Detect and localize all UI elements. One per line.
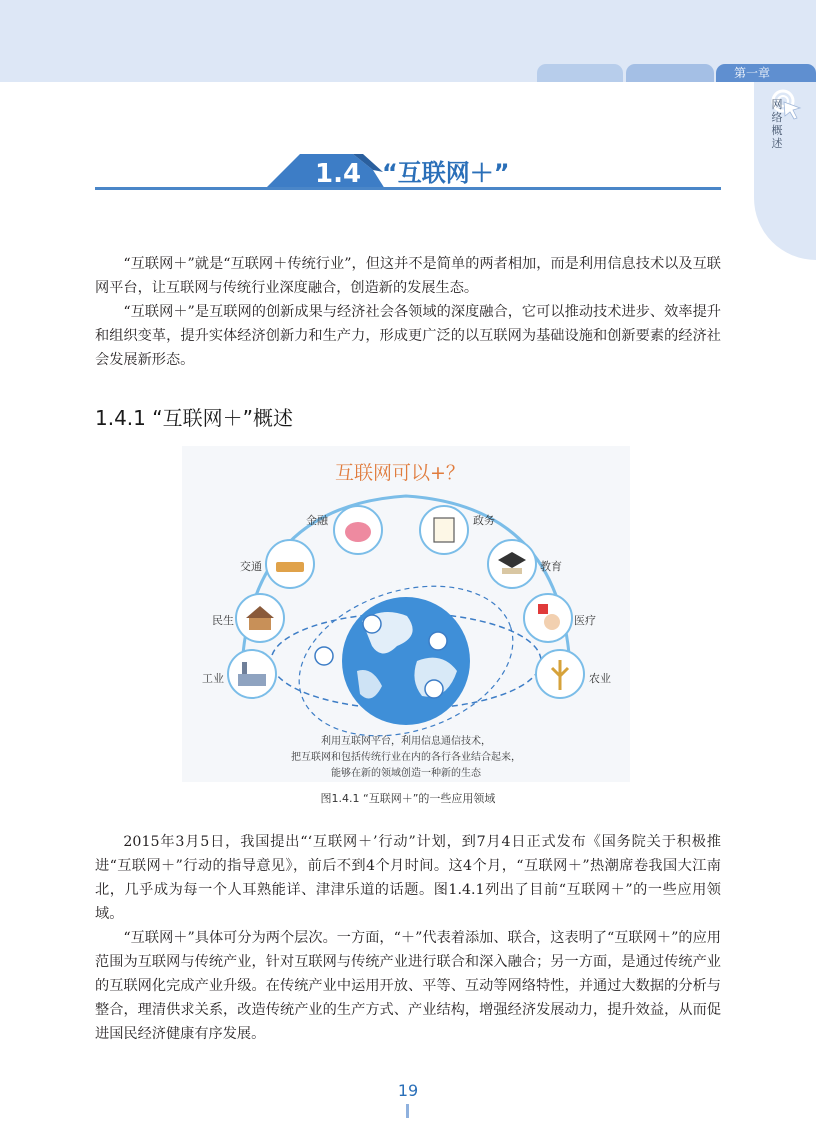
clipboard-icon [420, 506, 468, 554]
body-paragraph-2: “互联网＋”具体可分为两个层次。一方面，“＋”代表着添加、联合，这表明了“互联网＋”的应用范围为互联网与传统产业，针对互联网与传统产业进行联合和深入融合；另一方面，是通过传统产业的互联网化完成产业升级。在传统产业中运用开放、平等、互动等网络特性，并通过大数据的分析与整合，理清供求关系，改造传统产业的生产方式、产业结构，增强经济发展动力，提升效益，从而促进国民经济健康有序发展。 [95, 930, 721, 1042]
node-label-livelihood: 民生 [212, 614, 234, 627]
intro-paragraph-2: “互联网＋”是互联网的创新成果与经济社会各领域的深度融合，它可以推动技术进步、效率提升和组织变革，提升实体经济创新力和生产力，形成更广泛的以互联网为基础设施和创新要素的经济社会发展新形态。 [95, 304, 721, 368]
node-label-agriculture: 农业 [589, 672, 611, 685]
figure-illustration [182, 446, 630, 782]
wheat-icon [536, 650, 584, 698]
figure-inner-caption-line: 把互联网和包括传统行业在内的各行各业结合起来， [291, 752, 521, 763]
globe-icon [342, 597, 470, 725]
chapter-tab-2 [626, 64, 714, 82]
figure-image [182, 446, 630, 782]
house-icon [236, 594, 284, 642]
factory-icon [228, 650, 276, 698]
medical-staff-icon [524, 594, 572, 642]
figure-caption: 图1.4.1 “互联网＋”的一些应用领域 [320, 792, 496, 805]
node-label-industry: 工业 [202, 672, 224, 685]
chapter-tab-1 [537, 64, 623, 82]
node-label-education: 教育 [540, 560, 562, 573]
piggy-bank-icon [334, 506, 382, 554]
node-label-medical: 医疗 [574, 614, 596, 627]
subsection-title: 1.4.1 “互联网＋”概述 [95, 406, 293, 430]
page-number-marker [406, 1104, 409, 1118]
node-label-government: 政务 [473, 514, 495, 527]
vehicle-icon [266, 540, 314, 588]
body-paragraph-1: 2015年3月5日，我国提出“‘互联网＋’行动”计划，到7月4日正式发布《国务院关于积极推进“互联网＋”行动的指导意见》，前后不到4个月时间。这4个月，“互联网＋”热潮席卷我国大江南北，几乎成为每一个人耳熟能详、津津乐道的话题。图1.4.1列出了目前“互联网＋”的一些应用领域。 [95, 834, 721, 922]
graduation-cap-icon [488, 540, 536, 588]
section-title: “互联网＋” [382, 159, 510, 187]
page-number: 19 [397, 1081, 419, 1100]
intro-paragraph-1: “互联网＋”就是“互联网＋传统行业”，但这并不是简单的两者相加，而是利用信息技术以及互联网平台，让互联网与传统行业深度融合，创造新的发展生态。 [95, 256, 721, 296]
node-label-transport: 交通 [240, 560, 262, 573]
section-number: 1.4 [315, 159, 362, 189]
figure-inner-caption [260, 734, 552, 782]
chapter-label: 第一章 [716, 64, 816, 82]
node-label-finance: 金融 [306, 514, 328, 527]
figure-inner-caption-line: 利用互联网平台，利用信息通信技术， [321, 736, 491, 747]
side-chapter-title: 网络概述 [771, 98, 783, 150]
figure-inner-caption-line: 能够在新的领域创造一种新的生态 [331, 768, 481, 779]
figure-heading: 互联网可以+？ [335, 462, 465, 484]
